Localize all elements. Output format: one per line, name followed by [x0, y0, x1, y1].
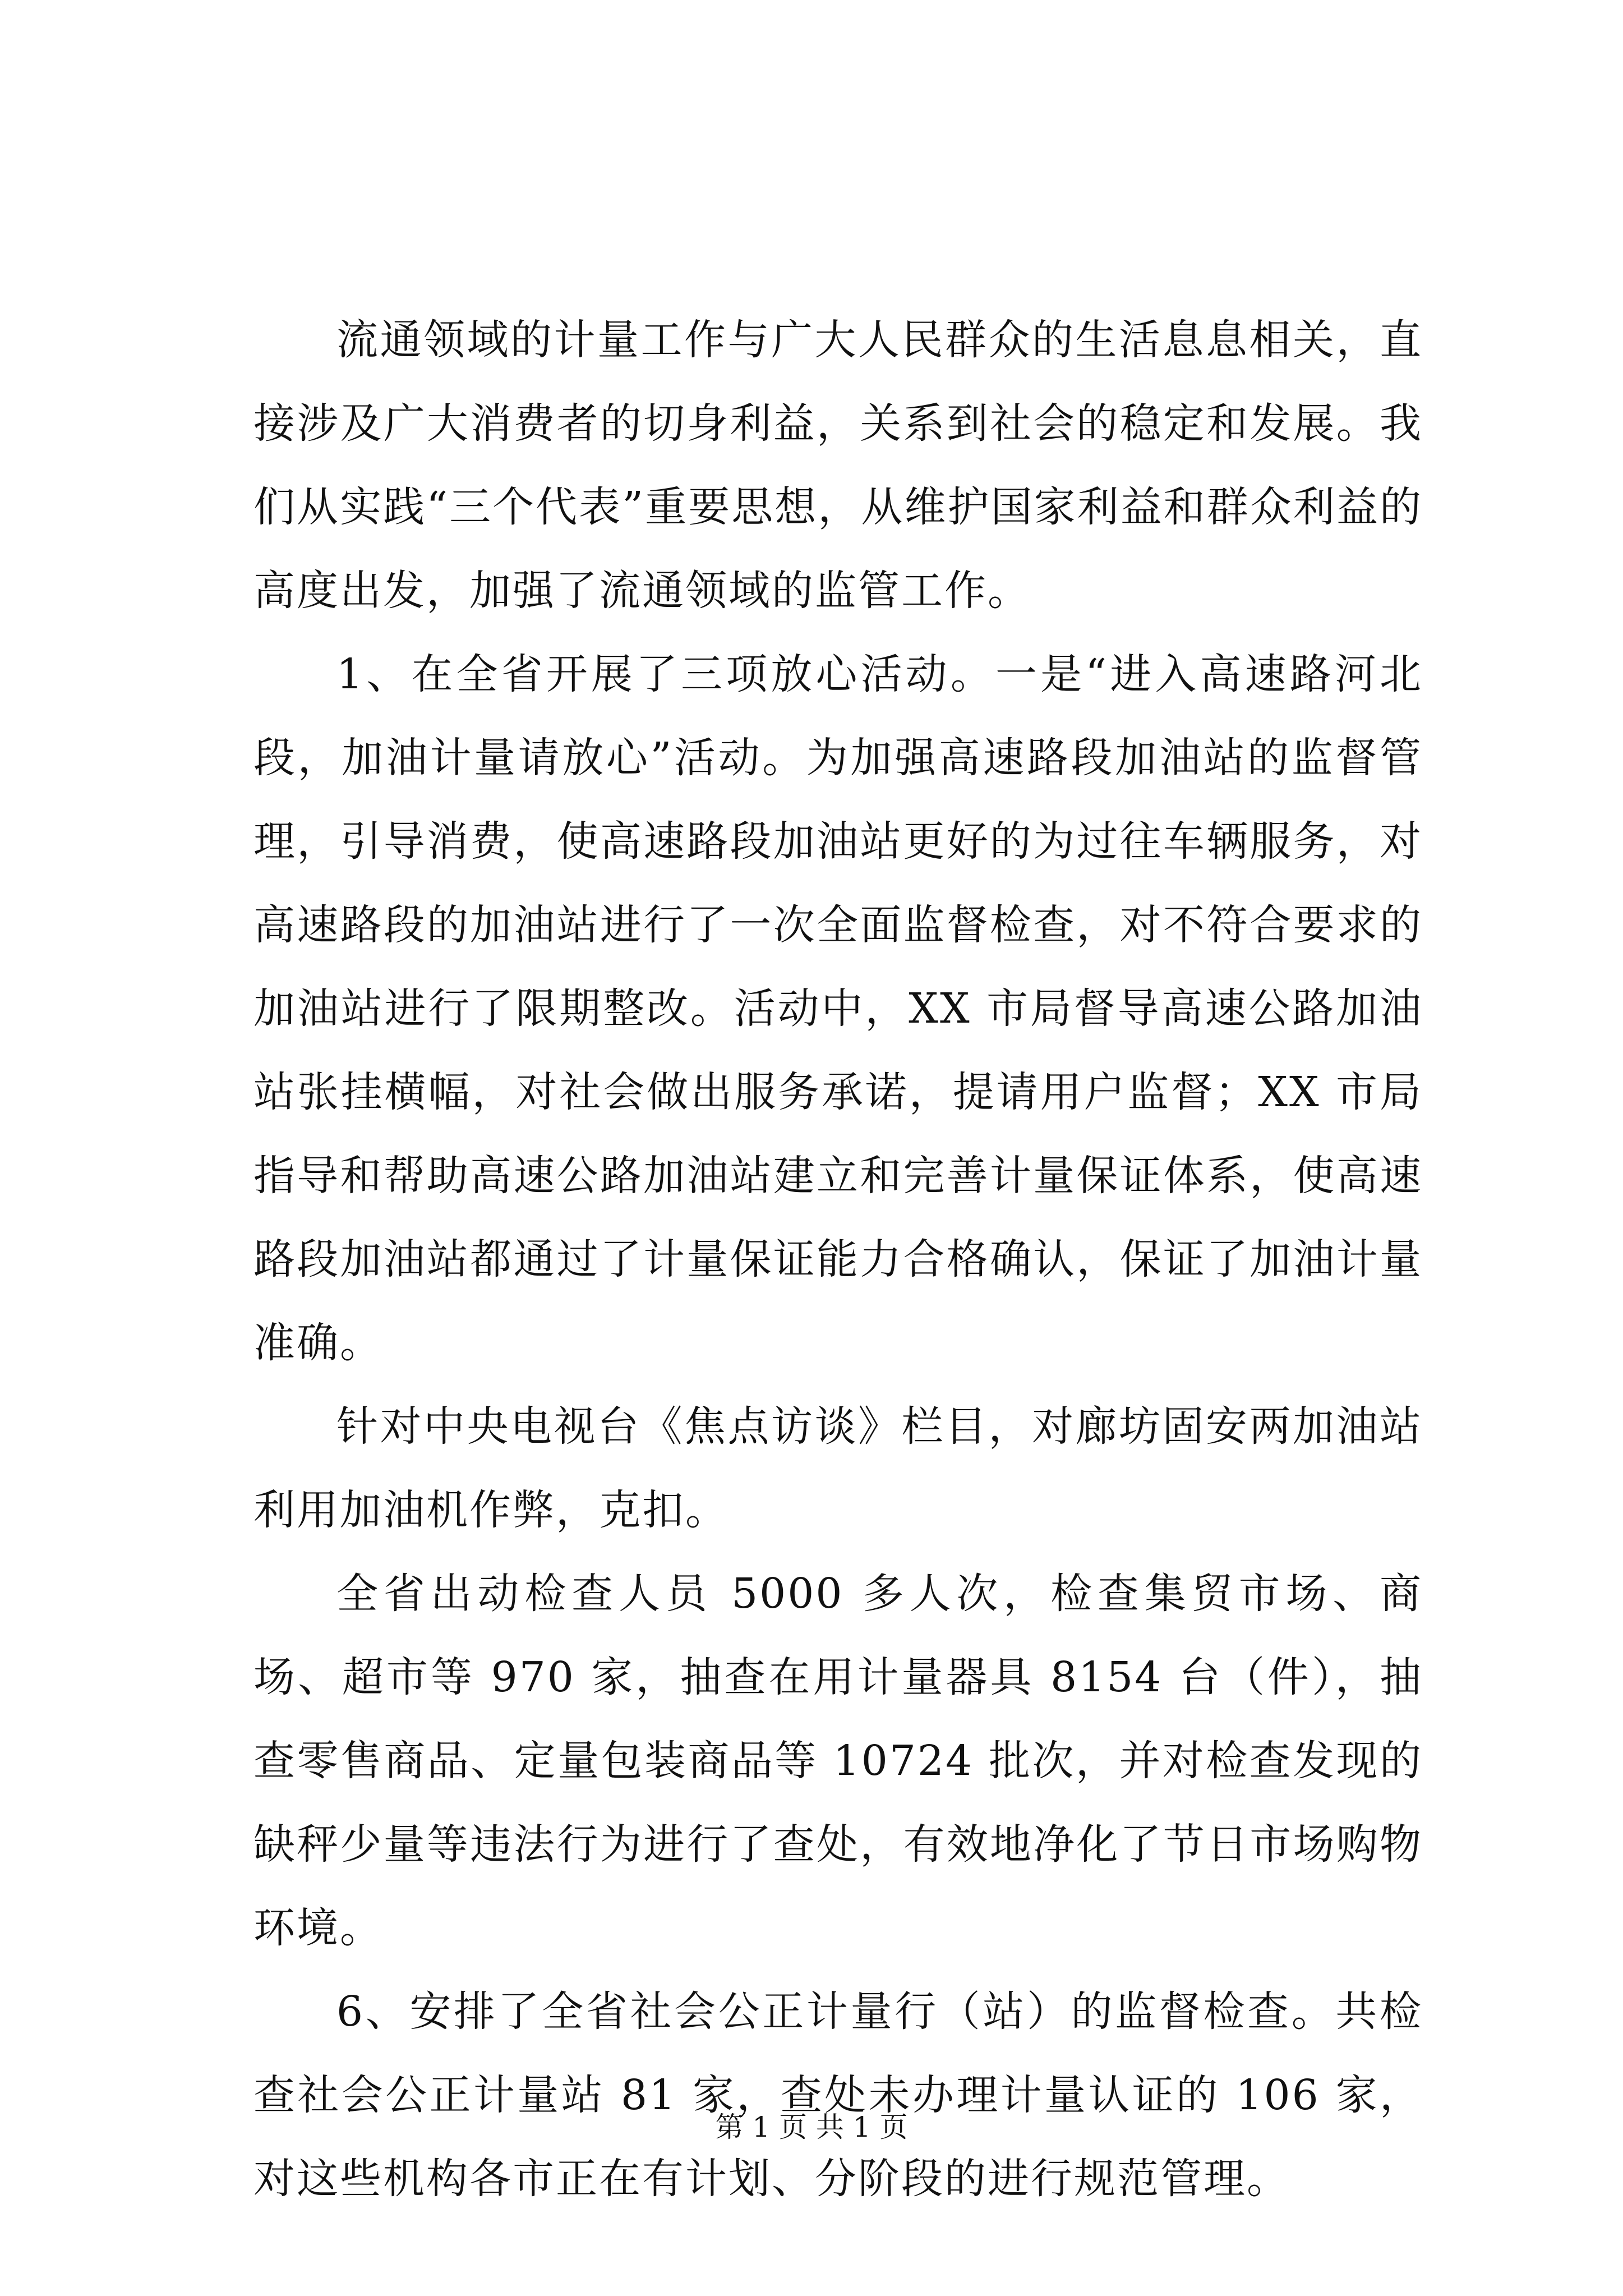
paragraph-item-6: 6、安排了全省社会公正计量行（站）的监督检查。共检查社会公正计量站 81 家，查处未办理计量认证的 106 家，对这些机构各市正在有计划、分阶段的进行规范管理。 — [253, 1987, 1423, 2203]
paragraph-cctv: 针对中央电视台《焦点访谈》栏目，对廊坊固安两加油站利用加油机作弊，克扣。 — [253, 1402, 1423, 1534]
paragraph-inspection-stats: 全省出动检查人员 5000 多人次，检查集贸市场、商场、超市等 970 家，抽查在用计量器具 8154 台（件），抽查零售商品、定量包装商品等 10724 批次，并对检查发现的缺秤少量等违法行为进行了查处，有效地净化了节日市场购物环境。 — [253, 1570, 1423, 1952]
paragraph-intro: 流通领域的计量工作与广大人民群众的生活息息相关，直接涉及广大消费者的切身利益，关系到社会的稳定和发展。我们从实践“三个代表”重要思想，从维护国家利益和群众利益的高度出发，加强了流通领域的监管工作。 — [253, 316, 1423, 615]
paragraph-item-1: 1、在全省开展了三项放心活动。一是“进入高速路河北段，加油计量请放心”活动。为加强高速路段加油站的监督管理，引导消费，使高速路段加油站更好的为过往车辆服务，对高速路段的加油站进行了一次全面监督检查，对不符合要求的加油站进行了限期整改。活动中，XX 市局督导高速公路加油站张挂横幅，对社会做出服务承诺，提请用户监督；XX 市局指导和帮助高速公路加油站建立和完善计量保证体系，使高速路段加油站都通过了计量保证能力合格确认，保证了加油计量准确。 — [253, 650, 1423, 1367]
document-body — [253, 298, 1423, 2221]
page-number-footer: 第 1 页 共 1 页 — [715, 2111, 908, 2143]
